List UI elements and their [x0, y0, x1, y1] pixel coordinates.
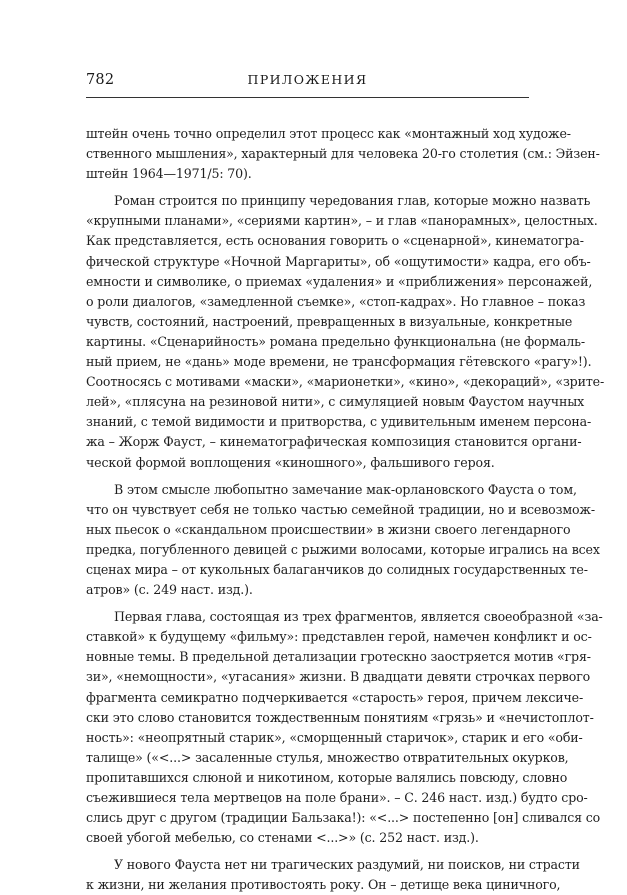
paragraph	[86, 480, 600, 601]
text-line: штейн 1964—1971/5: 70).	[86, 166, 252, 182]
page-number: 782	[86, 72, 115, 88]
paragraph-gap	[86, 473, 529, 480]
header-rule	[86, 97, 529, 98]
text-line: «крупными планами», «сериями картин», – и глав «панорамных», целостных.	[86, 213, 598, 229]
text-line: жа – Жорж Фауст, – кинематографическая композиция становится органи-	[86, 434, 582, 450]
text-line: Соотносясь с мотивами «маски», «марионетки», «кино», «декораций», «зрите-	[86, 374, 605, 390]
text-line: ческой формой воплощения «киношного», фальшивого героя.	[86, 454, 495, 470]
text-line: к жизни, ни желания противостоять року. Он – детище века циничного,	[86, 877, 561, 893]
text-line: что он чувствует себя не только частью семейной традиции, но и всевозмож-	[86, 501, 595, 517]
text-line: ных пьесок о «скандальном происшествии» в жизни своего легендарного	[86, 521, 571, 537]
text-line: фрагмента семикратно подчеркивается «старость» героя, причем лексиче-	[86, 689, 584, 705]
text-line: новные темы. В предельной детализации гротескно заостряется мотив «гря-	[86, 649, 591, 665]
text-line: пропитавшихся слюной и никотином, которые валялись повсюду, словно	[86, 769, 568, 785]
text-line: слись друг с другом (традиции Бальзака!): «<...> постепенно [он] сливался со	[86, 810, 601, 826]
text-line: ный прием, не «дань» моде времени, не трансформация гётевского «рагу»!).	[86, 354, 592, 370]
paragraph	[86, 607, 603, 848]
text-line: В этом смысле любопытно замечание мак-орлановского Фауста о том,	[114, 481, 577, 497]
paragraph	[86, 855, 580, 895]
text-line: картины. «Сценарийность» романа предельно функциональна (не формаль-	[86, 333, 585, 349]
text-line: фической структуре «Ночной Маргариты», об «ощутимости» кадра, его объ-	[86, 253, 591, 269]
body-text	[86, 124, 605, 895]
text-line: зи», «немощности», «угасания» жизни. В двадцати девяти строчках первого	[86, 669, 591, 685]
text-line: Роман строится по принципу чередования глав, которые можно назвать	[114, 193, 591, 209]
text-line: У нового Фауста нет ни трагических раздумий, ни поисков, ни страсти	[114, 857, 580, 873]
text-line: ски это слово становится тождественным понятиям «грязь» и «нечистоплот-	[86, 709, 594, 725]
text-line: Как представляется, есть основания говорить о «сценарной», кинематогра-	[86, 233, 584, 249]
text-line: своей убогой мебелью, со стенами <...>» (с. 252 наст. изд.).	[86, 830, 479, 846]
text-line: о роли диалогов, «замедленной съемке», «стоп-кадрах». Но главное – показ	[86, 293, 586, 309]
text-line: сценах мира – от кукольных балаганчиков до солидных государственных те-	[86, 561, 588, 577]
running-title: ПРИЛОЖЕНИЯ	[247, 72, 368, 87]
page-header	[86, 72, 529, 92]
text-line: лей», «плясуна на резиновой нити», с симуляцией новым Фаустом научных	[86, 394, 585, 410]
paragraph-gap	[86, 600, 529, 607]
text-line: чувств, состояний, настроений, превращенных в визуальные, конкретные	[86, 313, 573, 329]
text-line: съежившиеся тела мертвецов на поле брани». – С. 246 наст. изд.) будто сро-	[86, 790, 588, 805]
paragraph	[86, 124, 600, 184]
text-line: емности и символике, о приемах «удаления» и «приближения» персонажей,	[86, 273, 593, 289]
text-line: талище» («<...> засаленные стулья, множество отвратительных окурков,	[86, 749, 569, 765]
text-line: Первая глава, состоящая из трех фрагментов, является своеобразной «за-	[114, 609, 603, 625]
paragraph	[86, 191, 605, 472]
text-line: предка, погубленного девицей с рыжими волосами, которые игрались на всех	[86, 541, 600, 557]
text-line: ставкой» к будущему «фильму»: представлен герой, намечен конфликт и ос-	[86, 629, 592, 645]
text-line: ность»: «неопрятный старик», «сморщенный старичок», старик и его «оби-	[86, 729, 583, 745]
paragraph-gap	[86, 184, 529, 191]
text-line: атров» (с. 249 наст. изд.).	[86, 582, 253, 598]
text-line: штейн очень точно определил этот процесс как «монтажный ход художе-	[86, 126, 571, 141]
text-line: знаний, с темой видимости и притворства, с удивительным именем персона-	[86, 414, 592, 430]
text-line: ственного мышления», характерный для человека 20-го столетия (см.: Эйзен-	[86, 146, 600, 162]
paragraph-gap	[86, 848, 529, 855]
